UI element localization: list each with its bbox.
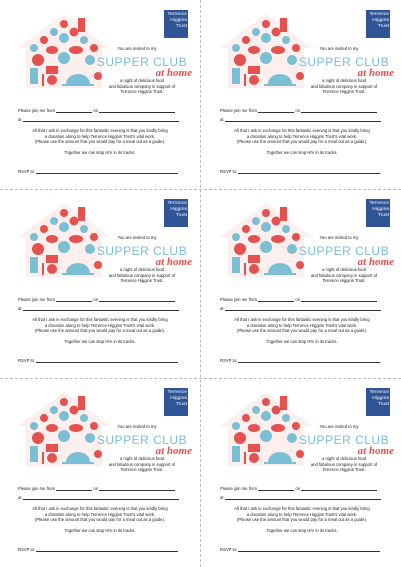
rsvp-row [18,547,178,552]
donation-line: All that I ask in exchange for this fantastic evening is that you kindly bring [32,506,168,511]
horizontal-cut-line [0,378,401,379]
at-label: at [18,117,22,122]
rsvp-label: RSVP to: [220,547,238,552]
house-food-illustration [14,12,114,90]
logo-text: Higgins [372,18,389,23]
description-line: a night of delicious food [120,78,164,83]
donation-line: All that I ask in exchange for this fantastic evening is that you kindly bring [32,317,168,322]
date-blank[interactable] [301,297,377,302]
title-at-home: at home [357,67,394,79]
vertical-cut-line [200,0,201,567]
rsvp-row [220,358,380,363]
date-blank[interactable] [99,486,175,491]
description-line: Terrence Higgins Trust. [322,278,366,283]
donation-line: (Please use the amount that you would pay for a meal out as a guide). [236,139,368,144]
donation-line: All that I ask in exchange for this fantastic evening is that you kindly bring [32,128,168,133]
logo-text: Trust [377,24,389,29]
rsvp-label: RSVP to: [18,169,36,174]
description [308,78,380,95]
on-label: on [295,108,301,113]
donation-line: All that I ask in exchange for this fantastic evening is that you kindly bring [234,317,370,322]
description-line: Terrence Higgins Trust. [322,89,366,94]
rsvp-label: RSVP to: [18,547,36,552]
date-blank[interactable] [99,297,175,302]
terrence-higgins-trust-logo [164,10,188,38]
description-line: and fabulous company in support of [108,272,176,278]
time-blank[interactable] [56,108,92,113]
logo-text: Terrence [167,201,187,206]
invitation-card-middle-left [2,193,194,374]
rsvp-blank[interactable] [238,547,380,552]
join-label: Please join me from [18,108,56,113]
donation-line: (Please use the amount that you would pay for a meal out as a guide). [34,517,166,522]
logo-text: Trust [377,402,389,407]
address-blank[interactable] [225,495,381,500]
together-text: Together we can stop HIV in its tracks. [266,150,338,155]
donation-line: All that I ask in exchange for this fantastic evening is that you kindly bring [234,128,370,133]
rsvp-row [220,169,380,174]
invite-text: You are invited to my [319,424,359,429]
address-row [220,117,381,122]
together-text: Together we can stop HIV in its tracks. [64,339,136,344]
donation-text [16,506,184,523]
donation-line: (Please use the amount that you would pay for a meal out as a guide). [34,328,166,333]
title-supper-club: SUPPER CLUB [298,244,390,258]
join-label: Please join me from [18,486,56,491]
description-line: Terrence Higgins Trust. [120,467,164,472]
join-label: Please join me from [220,297,258,302]
terrence-higgins-trust-logo [164,388,188,416]
description-line: and fabulous company in support of [108,461,176,467]
title-supper-club: SUPPER CLUB [96,55,188,69]
address-blank[interactable] [23,495,179,500]
invite-text: You are invited to my [117,424,157,429]
donation-line: (Please use the amount that you would pay for a meal out as a guide). [236,517,368,522]
description-line: a night of delicious food [120,456,164,461]
rsvp-row [220,547,380,552]
time-blank[interactable] [56,297,92,302]
address-row [18,306,179,311]
logo-text: Terrence [369,201,389,206]
invitation-card-bottom-left [2,382,194,563]
logo-text: Trust [175,213,187,218]
join-label: Please join me from [220,108,258,113]
donation-text [16,128,184,145]
description [106,78,178,95]
invite-text: You are invited to my [117,46,157,51]
at-label: at [220,495,224,500]
house-food-illustration [216,201,316,279]
description-line: a night of delicious food [322,267,366,272]
address-row [220,306,381,311]
donation-text [218,317,386,334]
logo-text: Trust [175,402,187,407]
rsvp-blank[interactable] [36,547,178,552]
logo-text: Trust [377,213,389,218]
join-label: Please join me from [18,297,56,302]
description-line: Terrence Higgins Trust. [120,89,164,94]
on-label: on [295,486,301,491]
date-row [18,486,175,491]
description [106,456,178,473]
description-line: a night of delicious food [120,267,164,272]
donation-line: a donation along to help Terrence Higgins Trust's vital work. [246,511,358,517]
date-blank[interactable] [99,108,175,113]
donation-line: a donation along to help Terrence Higgins Trust's vital work. [44,322,156,328]
title-at-home: at home [155,67,192,79]
time-blank[interactable] [258,108,294,113]
address-blank[interactable] [23,306,179,311]
invite-text: You are invited to my [319,46,359,51]
join-label: Please join me from [220,486,258,491]
address-row [220,495,381,500]
on-label: on [93,486,99,491]
description-line: and fabulous company in support of [108,83,176,89]
at-label: at [18,495,22,500]
logo-text: Terrence [167,390,187,395]
invitation-card-bottom-right [204,382,396,563]
logo-text: Higgins [170,18,187,23]
title-supper-club: SUPPER CLUB [298,55,390,69]
time-blank[interactable] [258,297,294,302]
address-blank[interactable] [225,306,381,311]
logo-text: Higgins [372,207,389,212]
description-line: Terrence Higgins Trust. [322,467,366,472]
date-row [220,486,377,491]
horizontal-cut-line [0,189,401,190]
house-food-illustration [216,390,316,468]
address-row [18,117,179,122]
invitation-card-top-left [2,4,194,185]
logo-text: Higgins [170,207,187,212]
rsvp-label: RSVP to: [220,358,238,363]
together-text: Together we can stop HIV in its tracks. [64,528,136,533]
house-food-illustration [216,12,316,90]
title-supper-club: SUPPER CLUB [96,244,188,258]
donation-text [16,317,184,334]
logo-text: Terrence [369,12,389,17]
at-label: at [220,306,224,311]
rsvp-blank[interactable] [238,169,380,174]
on-label: on [93,297,99,302]
description-line: and fabulous company in support of [310,272,378,278]
together-text: Together we can stop HIV in its tracks. [266,339,338,344]
logo-text: Terrence [167,12,187,17]
rsvp-blank[interactable] [36,358,178,363]
rsvp-label: RSVP to: [220,169,238,174]
donation-text [218,506,386,523]
date-row [18,297,175,302]
date-blank[interactable] [301,108,377,113]
time-blank[interactable] [258,486,294,491]
donation-line: a donation along to help Terrence Higgins Trust's vital work. [246,133,358,139]
logo-text: Trust [175,24,187,29]
logo-text: Higgins [372,396,389,401]
donation-line: (Please use the amount that you would pay for a meal out as a guide). [236,328,368,333]
description-line: a night of delicious food [322,78,366,83]
date-row [220,108,377,113]
donation-line: a donation along to help Terrence Higgins Trust's vital work. [44,511,156,517]
address-blank[interactable] [225,117,381,122]
donation-text [218,128,386,145]
terrence-higgins-trust-logo [164,199,188,227]
together-text: Together we can stop HIV in its tracks. [266,528,338,533]
rsvp-blank[interactable] [238,358,380,363]
date-row [18,108,175,113]
title-at-home: at home [155,256,192,268]
description [308,267,380,284]
title-supper-club: SUPPER CLUB [298,433,390,447]
description-line: and fabulous company in support of [310,83,378,89]
rsvp-row [18,169,178,174]
description [308,456,380,473]
invite-text: You are invited to my [117,235,157,240]
at-label: at [18,306,22,311]
description [106,267,178,284]
donation-line: All that I ask in exchange for this fantastic evening is that you kindly bring [234,506,370,511]
title-at-home: at home [357,445,394,457]
description-line: a night of delicious food [322,456,366,461]
rsvp-row [18,358,178,363]
title-at-home: at home [155,445,192,457]
terrence-higgins-trust-logo [366,199,390,227]
terrence-higgins-trust-logo [366,10,390,38]
rsvp-label: RSVP to: [18,358,36,363]
address-row [18,495,179,500]
description-line: Terrence Higgins Trust. [120,278,164,283]
logo-text: Higgins [170,396,187,401]
terrence-higgins-trust-logo [366,388,390,416]
description-line: and fabulous company in support of [310,461,378,467]
invitation-card-middle-right [204,193,396,374]
on-label: on [93,108,99,113]
invitation-card-top-right [204,4,396,185]
invite-text: You are invited to my [319,235,359,240]
donation-line: a donation along to help Terrence Higgins Trust's vital work. [44,133,156,139]
time-blank[interactable] [56,486,92,491]
house-food-illustration [14,201,114,279]
title-at-home: at home [357,256,394,268]
date-row [220,297,377,302]
date-blank[interactable] [301,486,377,491]
together-text: Together we can stop HIV in its tracks. [64,150,136,155]
on-label: on [295,297,301,302]
rsvp-blank[interactable] [36,169,178,174]
logo-text: Terrence [369,390,389,395]
at-label: at [220,117,224,122]
donation-line: a donation along to help Terrence Higgins Trust's vital work. [246,322,358,328]
title-supper-club: SUPPER CLUB [96,433,188,447]
house-food-illustration [14,390,114,468]
donation-line: (Please use the amount that you would pay for a meal out as a guide). [34,139,166,144]
address-blank[interactable] [23,117,179,122]
